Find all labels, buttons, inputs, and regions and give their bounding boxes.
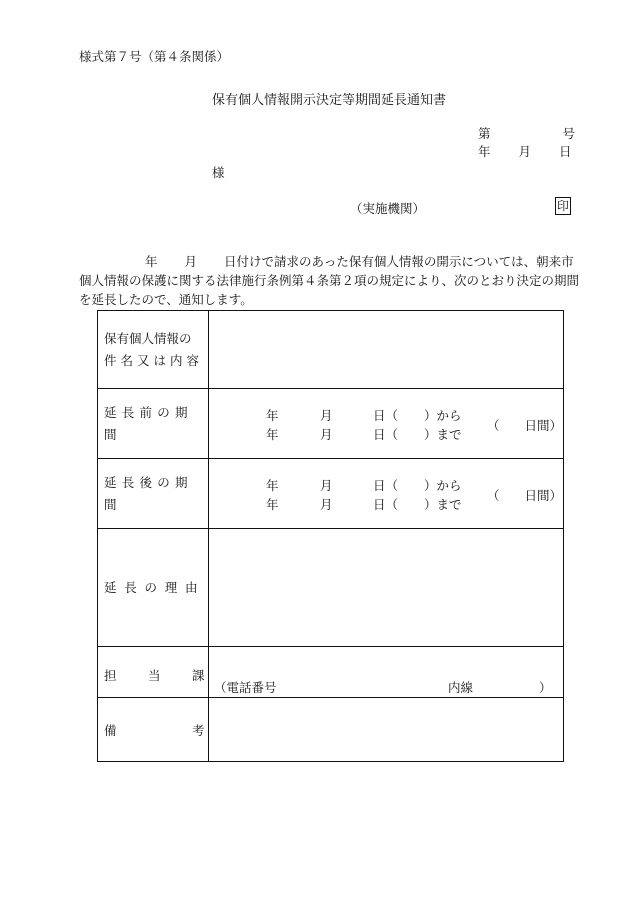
- body-year: 年: [145, 254, 158, 269]
- before-period-label: 延長前の期間: [104, 404, 193, 442]
- after-to-month: 月: [320, 497, 333, 512]
- after-period-row: [98, 459, 564, 529]
- ref-go: 号: [562, 126, 576, 141]
- before-days: （ 日間）: [487, 418, 563, 433]
- body-month: 月: [184, 254, 198, 269]
- document-title: 保有個人情報開示決定等期間延長通知書: [212, 93, 447, 108]
- after-from-month: 月: [320, 478, 333, 493]
- form-number-label: 様式第７号（第４条関係）: [79, 49, 230, 64]
- subject-label-line2: 件名又は内容: [104, 352, 204, 368]
- dept-label-char2: 当: [148, 668, 161, 683]
- subject-value-cell[interactable]: [209, 311, 564, 389]
- dept-close-paren: ）: [539, 680, 552, 695]
- before-from-month: 月: [320, 408, 333, 423]
- reason-row: [98, 529, 564, 647]
- addressee-honorific: 様: [212, 165, 225, 180]
- before-from-year: 年: [266, 408, 279, 423]
- before-from-suffix: ）から: [424, 408, 462, 423]
- before-to-day: 日（: [373, 427, 399, 442]
- body-text-rest: 日付けで請求のあった保有個人情報の開示については、朝来市個人情報の保護に関する法律施行条例第４条第２項の規定により、次のとおり決定の期間を延長したので、通知します。: [79, 254, 580, 307]
- after-from-year: 年: [266, 478, 279, 493]
- before-period-cell[interactable]: [209, 389, 564, 459]
- seal-mark: 印: [557, 199, 570, 213]
- reason-label: 延長の理由: [104, 579, 206, 595]
- before-to-month: 月: [320, 427, 333, 442]
- issue-date-line: [478, 142, 572, 160]
- after-period-cell[interactable]: [209, 459, 564, 529]
- subject-row: [98, 311, 564, 389]
- before-from-day: 日（: [373, 408, 399, 423]
- reason-label-cell: [98, 529, 209, 647]
- before-period-row: [98, 389, 564, 459]
- reason-value-cell[interactable]: [209, 529, 564, 647]
- subject-label-cell: [98, 311, 209, 389]
- remarks-label-char2: 考: [192, 723, 205, 738]
- after-to-day: 日（: [373, 497, 399, 512]
- dept-phone-label: （電話番号: [214, 680, 277, 695]
- after-days: （ 日間）: [487, 488, 563, 503]
- department-value-cell[interactable]: [209, 647, 564, 698]
- after-from-day: 日（: [373, 478, 399, 493]
- after-to-year: 年: [266, 497, 279, 512]
- issue-month: 月: [518, 144, 532, 159]
- department-label-cell: [98, 647, 209, 698]
- before-label-cell: [98, 389, 209, 459]
- department-row: [98, 647, 564, 698]
- notice-table: [97, 310, 564, 762]
- remarks-label-cell: [98, 698, 209, 762]
- remarks-row: [98, 698, 564, 762]
- after-period-label: 延長後の期間: [104, 474, 193, 512]
- notice-body: [79, 252, 584, 309]
- agency-label: （実施機関）: [350, 201, 426, 216]
- subject-label-line1: 保有個人情報の: [104, 330, 192, 346]
- ref-dai: 第: [478, 126, 491, 141]
- after-from-suffix: ）から: [424, 478, 462, 493]
- dept-label-char1: 担: [104, 668, 117, 683]
- issue-year: 年: [478, 144, 491, 159]
- remarks-label-char1: 備: [104, 723, 117, 738]
- after-label-cell: [98, 459, 209, 529]
- remarks-value-cell[interactable]: [209, 698, 564, 762]
- dept-label-char3: 課: [192, 668, 205, 683]
- issue-day: 日: [559, 144, 572, 159]
- after-to-suffix: ）まで: [424, 497, 462, 512]
- dept-extension-label: 内線: [448, 680, 474, 695]
- before-to-suffix: ）まで: [424, 427, 462, 442]
- reference-number-line: [478, 124, 575, 142]
- before-to-year: 年: [266, 427, 279, 442]
